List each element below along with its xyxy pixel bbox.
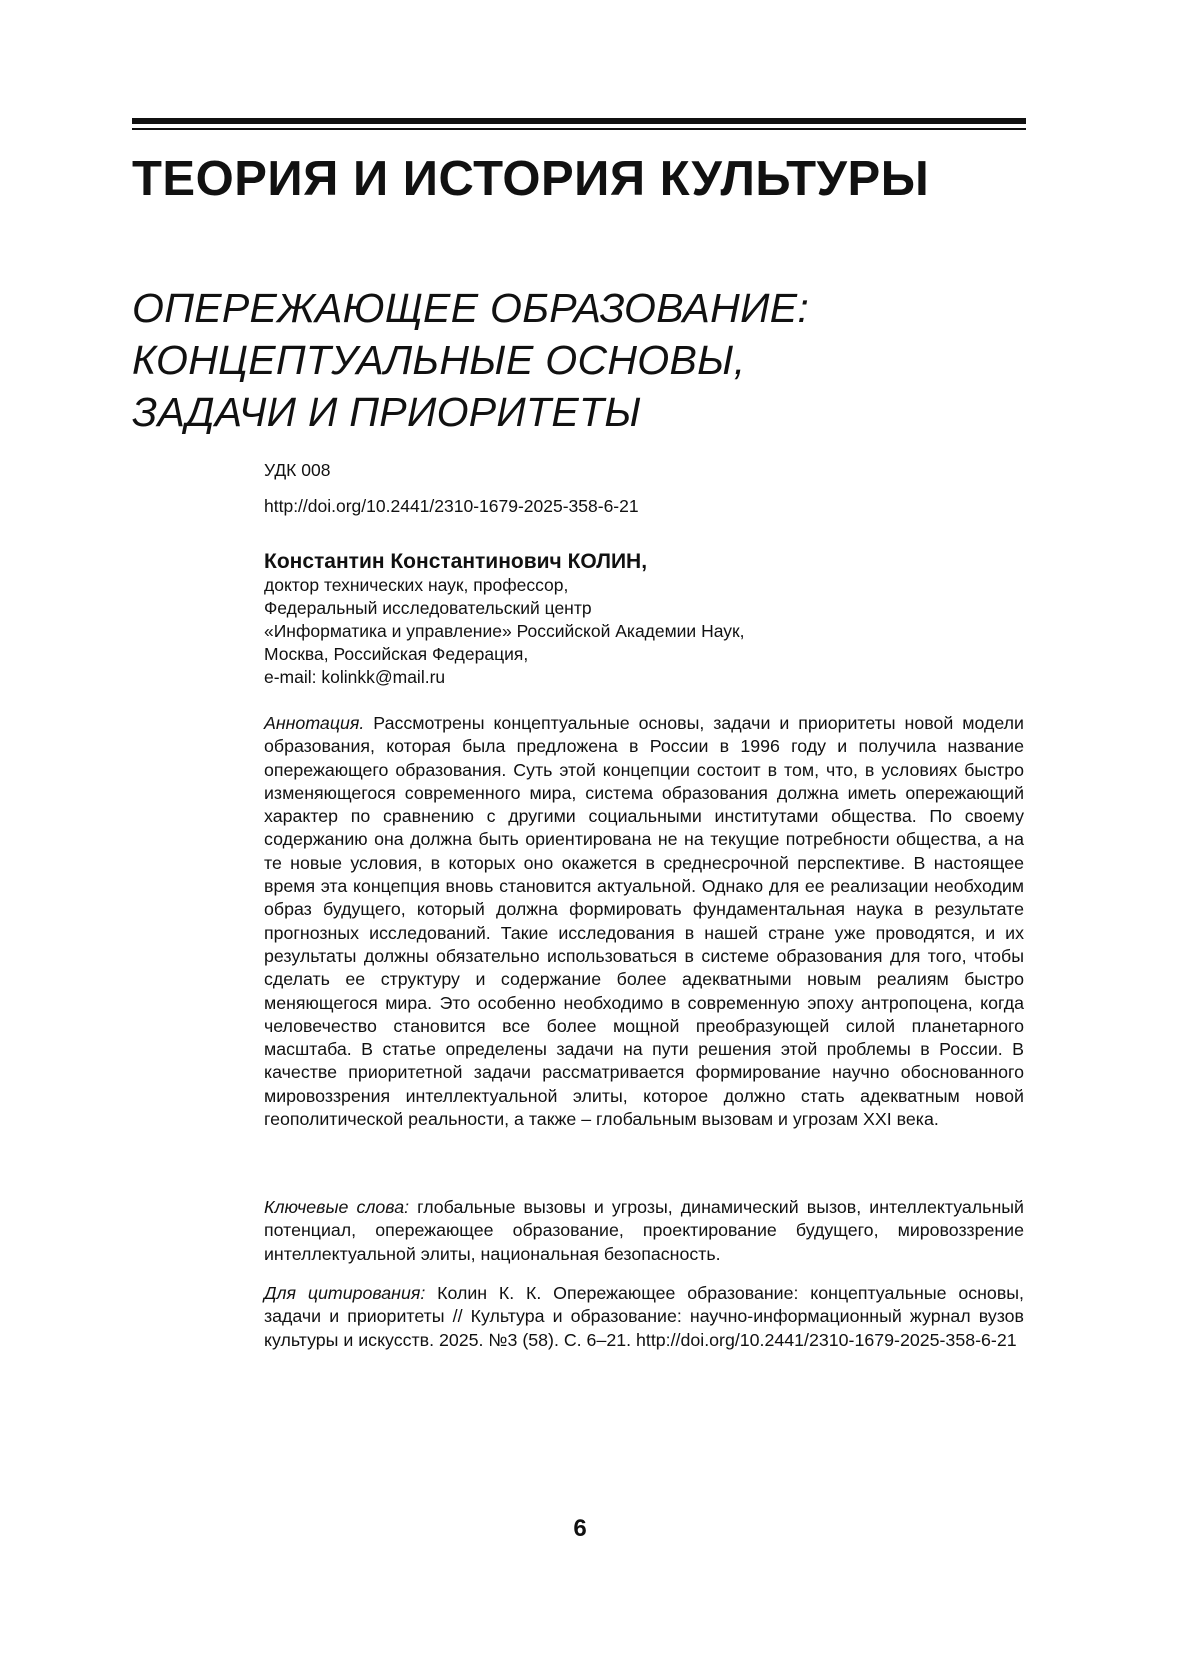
doi-link[interactable]: http://doi.org/10.2441/2310-1679-2025-358-6-21 [264, 496, 639, 516]
udk-code: УДК 008 [264, 460, 331, 480]
article-title-line-1: ОПЕРЕЖАЮЩЕЕ ОБРАЗОВАНИЕ: [132, 285, 810, 331]
citation [264, 1282, 1024, 1352]
keywords-label: Ключевые слова: [264, 1197, 410, 1217]
author-org-line-1: Федеральный исследовательский центр [264, 598, 592, 618]
header-rule-thin [132, 128, 1026, 130]
keywords [264, 1196, 1024, 1266]
article-title-line-2: КОНЦЕПТУАЛЬНЫЕ ОСНОВЫ, [132, 337, 746, 383]
article-title [132, 282, 1032, 438]
author-name: Константин Константинович КОЛИН, [264, 550, 648, 573]
author-org-line-2: «Информатика и управление» Российской Академии Наук, [264, 621, 745, 641]
header-rule-thick [132, 118, 1026, 124]
keywords-text: глобальные вызовы и угрозы, динамический вызов, интеллектуальный потенциал, опережающее образование, проектирование будущего, мировоззрение интеллектуальной элиты, национальная безопасность. [264, 1197, 1024, 1264]
abstract-text: Рассмотрены концептуальные основы, задачи и приоритеты новой модели образования, которая была предложена в России в 1996 году и получила название опережающего образования. Суть этой концепции состоит в том, что, в условиях быстро изменяющегося современного мира, система образования должна иметь опережающий характер по сравнению с другими социальными институтами общества. По своему содержанию она должна быть ориентирована не на текущие потребности общества, а на те новые условия, в которых оно окажется в среднесрочной перспективе. В настоящее время эта концепция вновь становится актуальной. Однако для ее реализации необходим образ будущего, который должна формировать фундаментальная наука в результате прогнозных исследований. Такие исследования в нашей стране уже проводятся, и их результаты должны обязательно использоваться в системе образования для того, чтобы сделать ее структуру и содержание более адекватными новым реалиям быстро меняющегося мира. Это особенно необходимо в современную эпоху антропоцена, когда человечество становится все более мощной преобразующей силой планетарного масштаба. В статье определены задачи на пути решения этой проблемы в России. В качестве приоритетной задачи рассматривается формирование научно обоснованного мировоззрения интеллектуальной элиты, которое должно стать адекватным новой геополитической реальности, а также – глобальным вызовам и угрозам XXI века. [264, 713, 1024, 1130]
article-title-line-3: ЗАДАЧИ И ПРИОРИТЕТЫ [132, 389, 642, 435]
author-city: Москва, Российская Федерация, [264, 644, 529, 664]
author-block [264, 550, 1024, 689]
author-email[interactable]: e-mail: kolinkk@mail.ru [264, 667, 446, 687]
abstract-label: Аннотация. [264, 713, 365, 733]
page-number: 6 [573, 1515, 587, 1542]
citation-label: Для цитирования: [264, 1283, 426, 1303]
abstract [264, 712, 1024, 1131]
section-title: ТЕОРИЯ И ИСТОРИЯ КУЛЬТУРЫ [132, 152, 930, 206]
citation-text: Колин К. К. Опережающее образование: концептуальные основы, задачи и приоритеты // Культура и образование: научно-информационный журнал вузов культуры и искусств. 2025. №3 (58). С. 6–21. http://doi.org/10.2441/2310-1679-2025-358-6-21 [264, 1283, 1024, 1350]
author-degree: доктор технических наук, профессор, [264, 575, 569, 595]
